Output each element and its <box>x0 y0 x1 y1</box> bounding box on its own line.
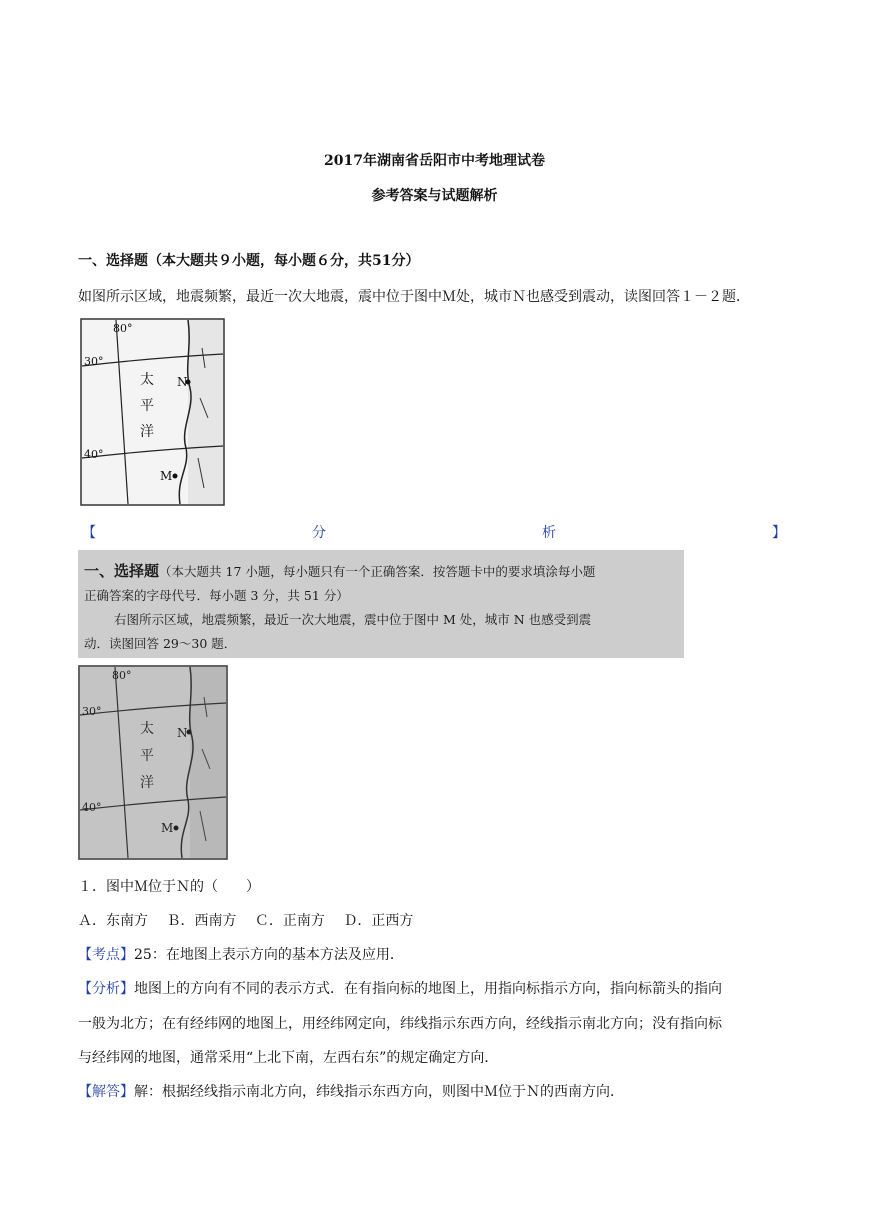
fenxi-line-1: 地图上的方向有不同的表示方式．在有指向标的地图上，用指向标指示方向，指向标箭头的指向 <box>134 981 722 997</box>
jieda-tag: 【解答】 <box>78 1084 134 1100</box>
doc-title: 2017年湖南省岳阳市中考地理试卷 <box>324 153 545 169</box>
map2-ocean-char-2: 平 <box>140 748 154 764</box>
analysis-word-2: 析 <box>542 525 556 541</box>
map-graphic-1 <box>80 318 225 506</box>
map2-ocean-char-3: 洋 <box>140 775 154 791</box>
kaodian-text: 25：在地图上表示方向的基本方法及应用． <box>134 947 404 963</box>
bracket-close: 】 <box>772 525 786 541</box>
section-heading: 一、选择题（本大题共９小题，每小题６分，共51分） <box>78 253 420 269</box>
map1-ocean-char-2: 平 <box>140 398 154 414</box>
analysis-word-1: 分 <box>312 525 326 541</box>
scan-line-3: 右图所示区域，地震频繁，最近一次大地震，震中位于图中 M 处，城市 N 也感受到震 <box>114 612 592 627</box>
map1-lat-top-label: 30° <box>84 355 104 368</box>
scanned-excerpt <box>78 550 684 658</box>
jieda-text: 解：根据经线指示南北方向，纬线指示东西方向，则图中Ｍ位于Ｎ的西南方向． <box>134 1084 624 1100</box>
scan-line-1 <box>84 560 595 581</box>
map1-city-n: N <box>177 375 188 389</box>
scan-line-4: 动．读图回答 29～30 题． <box>84 636 237 651</box>
question-1-options: Ａ．东南方 Ｂ．西南方 Ｃ．正南方 Ｄ．正西方 <box>78 913 414 929</box>
map-graphic-2 <box>78 665 228 860</box>
map1-city-m: M <box>160 469 173 483</box>
fenxi-line-2: 一般为北方；在有经纬网的地图上，用经纬网定向，纬线指示东西方向，经线指示南北方向；没有指向标 <box>78 1016 722 1032</box>
map-figure-1 <box>80 318 225 506</box>
map2-lat-bottom-label: 40° <box>82 801 102 814</box>
map1-ocean-char-3: 洋 <box>140 424 154 440</box>
scan-line-1-rest: （本大题共 17 小题，每小题只有一个正确答案．按答题卡中的要求填涂每小题 <box>159 564 596 579</box>
scan-line-1-bold: 一、选择题 <box>84 562 160 580</box>
intro-text: 如图所示区域，地震频繁，最近一次大地震，震中位于图中Ｍ处，城市Ｎ也感受到震动，读图回答１－２题． <box>78 289 750 305</box>
kaodian-row <box>78 944 404 964</box>
map2-lat-top-label: 30° <box>82 705 102 718</box>
fenxi-row-1 <box>78 978 722 998</box>
fenxi-tag: 【分析】 <box>78 981 134 997</box>
bracket-open: 【 <box>82 525 96 541</box>
jieda-row <box>78 1081 624 1101</box>
kaodian-tag: 【考点】 <box>78 947 134 963</box>
map1-lon-label: 80° <box>113 322 133 335</box>
map2-city-n: N <box>177 726 188 740</box>
scan-line-2: 正确答案的字母代号．每小题 3 分，共 51 分） <box>84 588 349 603</box>
map2-city-m: M <box>161 821 174 835</box>
fenxi-line-3: 与经纬网的地图，通常采用“上北下南，左西右东”的规定确定方向． <box>78 1050 499 1066</box>
map2-ocean-char-1: 太 <box>140 721 154 737</box>
doc-subtitle: 参考答案与试题解析 <box>371 188 498 204</box>
map-figure-2 <box>78 665 228 860</box>
map1-lat-bottom-label: 40° <box>84 448 104 461</box>
question-1: １．图中Ｍ位于Ｎ的（ ） <box>78 879 260 895</box>
map2-lon-label: 80° <box>112 669 132 682</box>
map1-ocean-char-1: 太 <box>140 372 154 388</box>
